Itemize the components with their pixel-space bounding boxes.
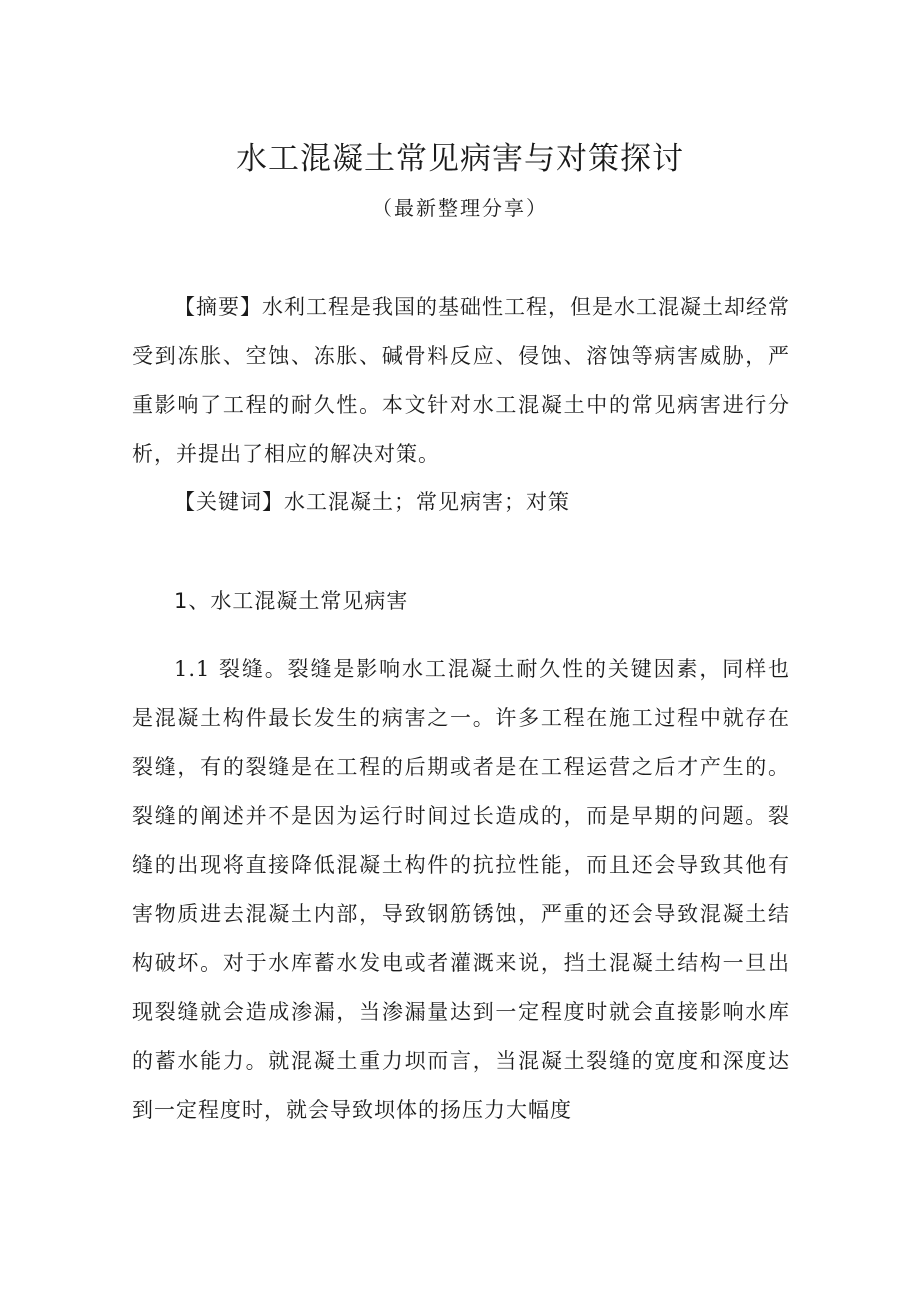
document-subtitle: （最新整理分享）	[372, 196, 548, 220]
document-title: 水工混凝土常见病害与对策探讨	[236, 141, 684, 177]
keywords-paragraph: 【关键词】水工混凝土；常见病害；对策	[174, 490, 570, 514]
abstract-paragraph: 【摘要】水利工程是我国的基础性工程，但是水工混凝土却经常受到冻胀、空蚀、冻胀、碱骨料反应、侵蚀、溶蚀等病害威胁，严重影响了工程的耐久性。本文针对水工混凝土中的常见病害进行分析，并提出了相应的解决对策。	[132, 295, 790, 466]
body-paragraph: 1.1 裂缝。裂缝是影响水工混凝土耐久性的关键因素，同样也是混凝土构件最长发生的病害之一。许多工程在施工过程中就存在裂缝，有的裂缝是在工程的后期或者是在工程运营之后才产生的。裂缝的阐述并不是因为运行时间过长造成的，而是早期的问题。裂缝的出现将直接降低混凝土构件的抗拉性能，而且还会导致其他有害物质进去混凝土内部，导致钢筋锈蚀，严重的还会导致混凝土结构破坏。对于水库蓄水发电或者灌溉来说，挡土混凝土结构一旦出现裂缝就会造成渗漏，当渗漏量达到一定程度时就会直接影响水库的蓄水能力。就混凝土重力坝而言，当混凝土裂缝的宽度和深度达到一定程度时，就会导致坝体的扬压力大幅度	[132, 657, 790, 1122]
section-heading: 1、水工混凝土常见病害	[174, 589, 409, 613]
